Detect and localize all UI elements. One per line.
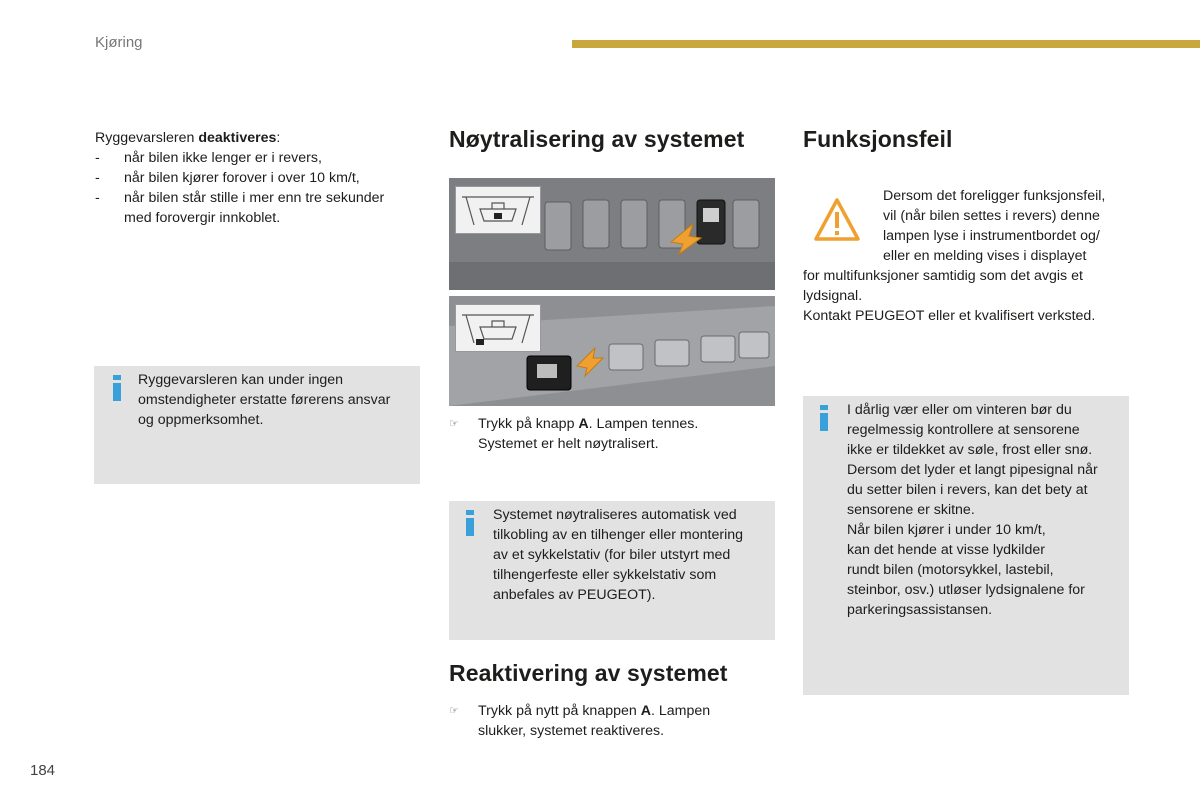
- car-interior-inset: [455, 186, 541, 234]
- instruction-post: . Lampen: [650, 703, 711, 719]
- list-dash: -: [95, 190, 100, 206]
- info-line: du setter bilen i revers, kan det bety at: [847, 482, 1088, 498]
- info-line: av et sykkelstativ (for biler utstyrt med: [493, 547, 731, 563]
- info-line: tilkobling av en tilhenger eller montering: [493, 527, 743, 543]
- info-box-auto-neutralize: [449, 501, 775, 640]
- instruction-line2: Systemet er helt nøytralisert.: [478, 436, 659, 452]
- instruction-text: [478, 701, 710, 741]
- text-line: vil (når bilen settes i revers) denne: [883, 208, 1100, 224]
- instruction-reactivate: [449, 701, 775, 743]
- info-box-sensor-maintenance: [803, 396, 1129, 695]
- list-item-text: når bilen ikke lenger er i revers,: [124, 150, 322, 166]
- malfunction-text-full: [803, 266, 1095, 326]
- intro-bold: deaktiveres: [198, 130, 277, 146]
- intro-prefix: Ryggevarsleren: [95, 130, 199, 146]
- text-line: lampen lyse i instrumentbordet og/: [883, 228, 1100, 244]
- button-a-label: A: [640, 703, 651, 719]
- dashboard-button-photo-2: [449, 296, 775, 406]
- car-dashboard-sketch-icon: [456, 187, 540, 233]
- text-line: lydsignal.: [803, 288, 863, 304]
- info-line: Når bilen kjører i under 10 km/t,: [847, 522, 1046, 538]
- car-dashboard-sketch-icon: [456, 305, 540, 351]
- instruction-post: . Lampen tennes.: [588, 416, 699, 432]
- instruction-press-a: [449, 414, 775, 456]
- list-dash: -: [95, 150, 100, 166]
- list-item: [95, 148, 425, 168]
- list-item: [95, 168, 425, 188]
- info-icon: [466, 510, 474, 536]
- intro-suffix: :: [276, 130, 281, 146]
- info-line: steinbor, osv.) utløser lydsignalene for: [847, 582, 1085, 598]
- info-line: Dersom det lyder et langt pipesignal når: [847, 462, 1098, 478]
- instruction-line2: slukker, systemet reaktiveres.: [478, 723, 665, 739]
- text-line: for multifunksjoner samtidig som det avgis et: [803, 268, 1083, 284]
- hand-pointer-icon: ☞: [449, 705, 459, 717]
- text-line: Dersom det foreligger funksjonsfeil,: [883, 188, 1106, 204]
- deactivation-intro: [95, 128, 280, 148]
- button-a-label: A: [578, 416, 589, 432]
- list-item-text: når bilen kjører forover i over 10 km/t,: [124, 170, 360, 186]
- page-number: 184: [30, 762, 56, 779]
- dashboard-button-photo-1: [449, 178, 775, 290]
- car-interior-inset: [455, 304, 541, 352]
- info-line: Systemet nøytraliseres automatisk ved: [493, 507, 737, 523]
- info-line: regelmessig kontrollere at sensorene: [847, 422, 1080, 438]
- heading-reactivation: Reaktivering av systemet: [449, 660, 728, 686]
- heading-neutralization: Nøytralisering av systemet: [449, 126, 745, 152]
- info-box-driver-responsibility: [94, 366, 420, 484]
- info-line: kan det hende at visse lydkilder: [847, 542, 1045, 558]
- list-item: [95, 188, 425, 228]
- section-title: Kjøring: [95, 34, 143, 51]
- heading-malfunction: Funksjonsfeil: [803, 126, 953, 152]
- list-item-text: når bilen står stille i mer enn tre sekunder: [124, 190, 385, 206]
- instruction-pre: Trykk på knapp: [478, 416, 579, 432]
- info-line: parkeringsassistansen.: [847, 602, 993, 618]
- info-text: [493, 505, 743, 605]
- header-accent-bar: [572, 40, 1200, 48]
- info-text: [138, 370, 390, 430]
- text-line: Kontakt PEUGEOT eller et kvalifisert verksted.: [803, 308, 1096, 324]
- info-line: ikke er tildekket av søle, frost eller snø.: [847, 442, 1093, 458]
- info-line: tilhengerfeste eller sykkelstativ som: [493, 567, 717, 583]
- warning-triangle-svg: [813, 197, 861, 243]
- info-line: I dårlig vær eller om vinteren bør du: [847, 402, 1072, 418]
- info-line: og oppmerksomhet.: [138, 412, 264, 428]
- info-line: anbefales av PEUGEOT).: [493, 587, 656, 603]
- hand-pointer-icon: ☞: [449, 418, 459, 430]
- malfunction-text-indented: [883, 186, 1105, 266]
- text-line: eller en melding vises i displayet: [883, 248, 1087, 264]
- info-icon: [820, 405, 828, 431]
- info-line: omstendigheter erstatte førerens ansvar: [138, 392, 391, 408]
- info-icon: [113, 375, 121, 401]
- list-dash: -: [95, 170, 100, 186]
- info-line: sensorene er skitne.: [847, 502, 975, 518]
- instruction-text: [478, 414, 698, 454]
- list-item-text: med forovergir innkoblet.: [124, 210, 281, 226]
- info-line: rundt bilen (motorsykkel, lastebil,: [847, 562, 1054, 578]
- warning-triangle-icon: [813, 197, 861, 243]
- deactivation-list: [95, 148, 425, 228]
- instruction-pre: Trykk på nytt på knappen: [478, 703, 641, 719]
- info-text: [847, 400, 1098, 620]
- info-line: Ryggevarsleren kan under ingen: [138, 372, 344, 388]
